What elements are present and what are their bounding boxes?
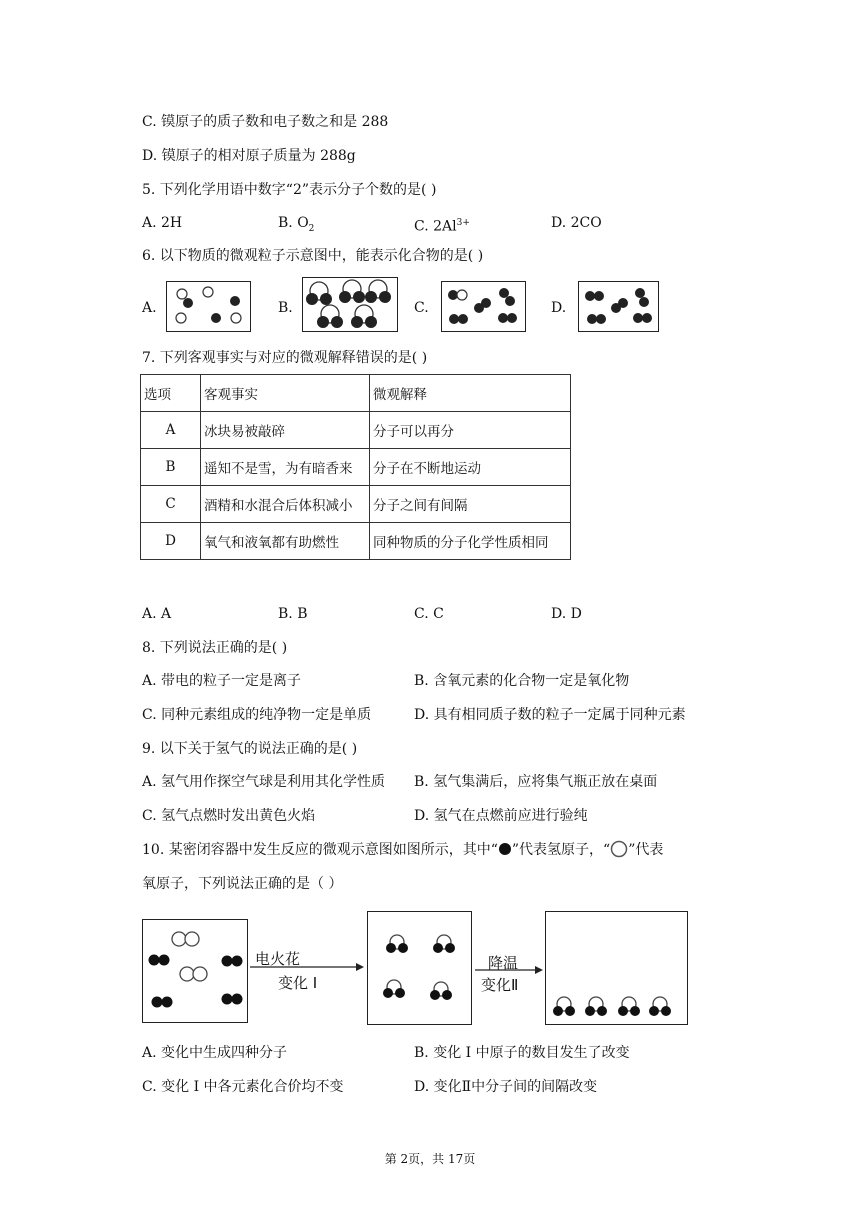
q9-stem: 9. 以下关于氢气的说法正确的是( ) <box>142 741 358 757</box>
q6-diagram-b <box>302 277 399 333</box>
q7-table <box>140 374 571 560</box>
hydrogen-atom-icon <box>498 842 512 856</box>
q6-option-c: C. <box>414 300 429 316</box>
q10-stem: 10. 某密闭容器中发生反应的微观示意图如图所示，其中“ ”代表氢原子，“ ”代表 <box>142 842 664 858</box>
q4-option-d: D. 镆原子的相对原子质量为 288g <box>142 148 356 164</box>
table-row <box>141 412 571 449</box>
arrow1-label-bottom: 变化 I <box>278 974 318 992</box>
table-cell: B <box>141 449 201 486</box>
table-header: 客观事实 <box>201 375 370 412</box>
table-cell: 分子在不断地运动 <box>370 449 571 486</box>
q5-option-b: B. $O_2$ <box>278 215 315 234</box>
q6-diagram-a <box>166 281 252 333</box>
table-row <box>141 523 571 560</box>
q8-option-c: C. 同种元素组成的纯净物一定是单质 <box>142 707 372 723</box>
q7-option-c: C. C <box>414 606 444 622</box>
q7-option-b: B. B <box>278 606 308 622</box>
q10-reaction-diagram <box>142 908 692 1028</box>
table-cell: A <box>141 412 201 449</box>
q9-option-a: A. 氢气用作探空气球是利用其化学性质 <box>142 774 386 790</box>
table-cell: 分子可以再分 <box>370 412 571 449</box>
table-cell: D <box>141 523 201 560</box>
table-header: 微观解释 <box>370 375 571 412</box>
q8-option-d: D. 具有相同质子数的粒子一定属于同种元素 <box>414 707 686 723</box>
q6-option-a: A. <box>142 300 157 316</box>
table-cell: 冰块易被敲碎 <box>201 412 370 449</box>
q5-option-d: D. 2CO <box>551 215 602 231</box>
q6-diagram-d <box>578 281 660 333</box>
oxygen-atom-icon <box>610 840 628 858</box>
table-cell: 同种物质的分子化学性质相同 <box>370 523 571 560</box>
q6-diagram-c <box>441 281 527 333</box>
table-row <box>141 486 571 523</box>
q10-stem-line2: 氧原子，下列说法正确的是（ ） <box>142 876 343 892</box>
q7-stem: 7. 下列客观事实与对应的微观解释错误的是( ) <box>142 350 428 366</box>
table-cell: 酒精和水混合后体积减小 <box>201 486 370 523</box>
q6-stem: 6. 以下物质的微观粒子示意图中，能表示化合物的是( ) <box>142 248 484 264</box>
q8-stem: 8. 下列说法正确的是( ) <box>142 640 288 656</box>
q8-option-a: A. 带电的粒子一定是离子 <box>142 673 302 689</box>
q6-option-b: B. <box>278 300 293 316</box>
q7-option-a: A. A <box>142 606 172 622</box>
q5-option-a: A. 2H <box>142 215 183 231</box>
table-cell: C <box>141 486 201 523</box>
table-cell: 分子之间有间隔 <box>370 486 571 523</box>
table-header-row <box>141 375 571 412</box>
q9-option-d: D. 氢气在点燃前应进行验纯 <box>414 808 588 824</box>
table-row <box>141 449 571 486</box>
q4-option-c: C. 镆原子的质子数和电子数之和是 288 <box>142 114 389 130</box>
q5-option-c: C. $2Al^{3+}$ <box>414 218 470 235</box>
q8-option-b: B. 含氧元素的化合物一定是氧化物 <box>414 673 630 689</box>
q5-stem: 5. 下列化学用语中数字“2”表示分子个数的是( ) <box>142 182 437 198</box>
q6-option-d: D. <box>551 300 567 316</box>
q10-option-a: A. 变化中生成四种分子 <box>142 1045 288 1061</box>
q10-option-d: D. 变化Ⅱ中分子间的间隔改变 <box>414 1079 598 1095</box>
q9-option-b: B. 氢气集满后，应将集气瓶正放在桌面 <box>414 774 658 790</box>
table-cell: 遥知不是雪，为有暗香来 <box>201 449 370 486</box>
q10-option-b: B. 变化 I 中原子的数目发生了改变 <box>414 1045 630 1061</box>
q7-option-d: D. D <box>551 606 582 622</box>
table-header: 选项 <box>141 375 201 412</box>
q9-option-c: C. 氢气点燃时发出黄色火焰 <box>142 808 316 824</box>
q10-option-c: C. 变化 I 中各元素化合价均不变 <box>142 1079 344 1095</box>
table-cell: 氧气和液氧都有助燃性 <box>201 523 370 560</box>
arrow2-label-bottom: 变化Ⅱ <box>481 976 519 994</box>
page-footer: 第 2页，共 17页 <box>384 1152 476 1166</box>
arrow2-label-top: 降温 <box>488 954 519 972</box>
arrow1-label-top: 电火花 <box>255 950 301 968</box>
